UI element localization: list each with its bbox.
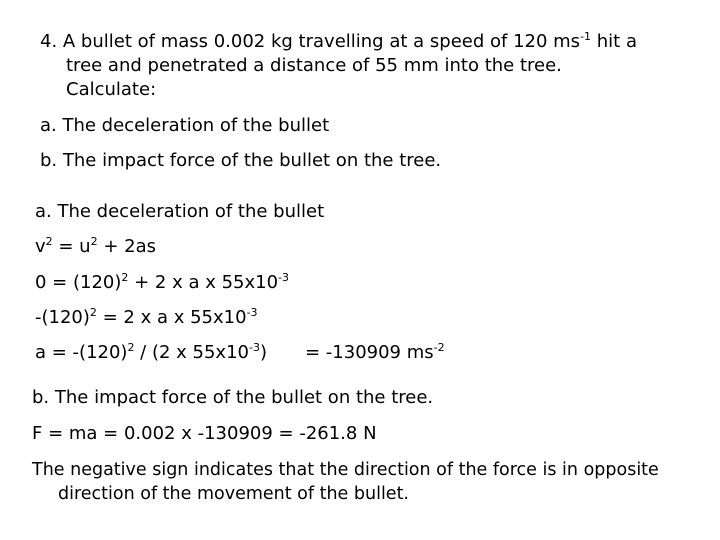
question-line-1 — [40, 31, 637, 53]
eq-exponent: 2 — [121, 271, 129, 284]
note-line-1: The negative sign indicates that the direction of the force is in opposite — [32, 460, 659, 480]
eq-exponent: -3 — [249, 341, 260, 354]
eq-text: a = -(120) — [35, 342, 128, 363]
eq-text: = u — [52, 236, 91, 257]
equation-line-3 — [35, 307, 258, 329]
eq-text: + 2as — [97, 236, 156, 257]
eq-exponent: -3 — [246, 306, 258, 319]
eq-text: ) — [259, 342, 267, 363]
eq-exponent: 2 — [127, 341, 135, 354]
note-line-2: direction of the movement of the bullet. — [58, 484, 409, 504]
eq-exponent: 2 — [89, 306, 97, 319]
eq-text: v — [35, 236, 46, 257]
solution-a-heading: a. The deceleration of the bullet — [35, 201, 325, 222]
eq-exponent: 2 — [90, 235, 98, 248]
question-part-a: a. The deceleration of the bullet — [40, 115, 330, 136]
equation-line-5: F = ma = 0.002 x -130909 = -261.8 N — [32, 423, 377, 444]
eq-text: + 2 x a x 55x10 — [128, 272, 279, 293]
question-text: 4. A bullet of mass 0.002 kg travelling at a speed of 120 ms — [40, 31, 581, 52]
eq-result: = -130909 ms — [305, 342, 434, 363]
unit-exponent: -1 — [580, 30, 592, 43]
equation-line-4-result — [305, 342, 445, 364]
question-line-3: Calculate: — [66, 79, 157, 100]
question-line-2: tree and penetrated a distance of 55 mm into the tree. — [66, 55, 562, 76]
equation-line-2 — [35, 272, 289, 294]
question-part-b: b. The impact force of the bullet on the tree. — [40, 150, 442, 171]
equation-line-4 — [35, 342, 267, 364]
eq-text: -(120) — [35, 307, 90, 328]
eq-text: 0 = (120) — [35, 272, 122, 293]
eq-text: / (2 x 55x10 — [134, 342, 249, 363]
solution-b-heading: b. The impact force of the bullet on the tree. — [32, 387, 434, 408]
eq-text: = 2 x a x 55x10 — [96, 307, 247, 328]
equation-line-1 — [35, 236, 156, 258]
eq-exponent: 2 — [45, 235, 53, 248]
eq-exponent: -2 — [433, 341, 445, 354]
question-text-tail: hit a — [591, 31, 637, 52]
eq-exponent: -3 — [278, 271, 290, 284]
